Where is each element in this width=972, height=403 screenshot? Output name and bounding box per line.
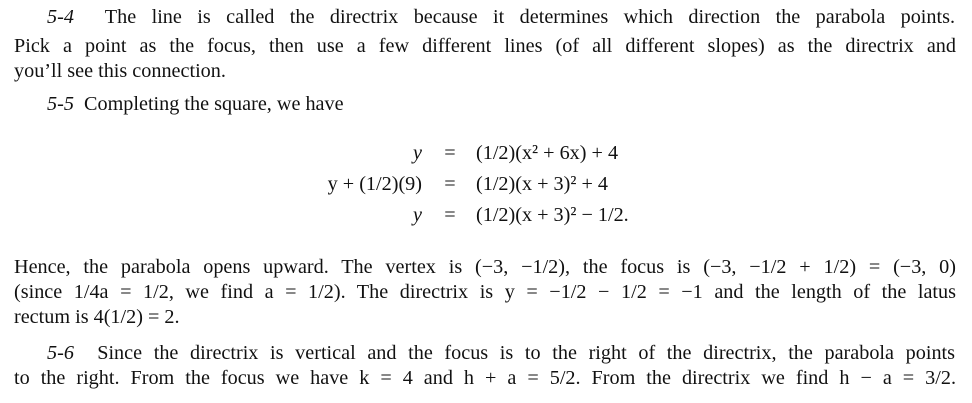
problem-5-5-line-2: (since 1/4a = 1/2, we find a = 1/2). The directrix is y = −1/2 − 1/2 = −1 and the length of the latus xyxy=(14,281,956,303)
problem-5-6-line-2: to the right. From the focus we have k = 4 and h + a = 5/2. From the directrix we find h − a = 3/2. xyxy=(14,367,956,389)
problem-number: 5-5 xyxy=(47,93,74,115)
problem-5-4-line-3: you’ll see this connection. xyxy=(14,60,226,82)
equation-lhs: y xyxy=(413,204,422,226)
equation-lhs: y xyxy=(413,142,422,164)
problem-5-5-intro xyxy=(47,92,344,116)
problem-5-6-line-1 xyxy=(47,341,955,365)
equals-sign: = xyxy=(444,204,456,226)
equals-sign: = xyxy=(444,142,456,164)
problem-number: 5-4 xyxy=(47,6,74,28)
problem-5-4-line-1 xyxy=(47,5,955,29)
equation-lhs: y + (1/2)(9) xyxy=(327,173,422,195)
equation-rhs: (1/2)(x² + 6x) + 4 xyxy=(476,142,619,164)
problem-text: The line is called the directrix because it determines which direction the parabola points. xyxy=(104,6,956,28)
problem-text: Since the directrix is vertical and the focus is to the right of the directrix, the parabola points xyxy=(97,342,955,364)
equation-rhs: (1/2)(x + 3)² − 1/2. xyxy=(476,204,629,226)
problem-5-5-line-3: rectum is 4(1/2) = 2. xyxy=(14,306,180,328)
equation-rhs: (1/2)(x + 3)² + 4 xyxy=(476,173,608,195)
problem-5-5-line-1: Hence, the parabola opens upward. The vertex is (−3, −1/2), the focus is (−3, −1/2 + 1/2) = (−3, 0) xyxy=(14,256,956,278)
equals-sign: = xyxy=(444,173,456,195)
problem-number: 5-6 xyxy=(47,342,74,364)
problem-text: Completing the square, we have xyxy=(84,93,344,115)
problem-5-4-line-2: Pick a point as the focus, then use a few different lines (of all different slopes) as the directrix and xyxy=(14,35,956,57)
